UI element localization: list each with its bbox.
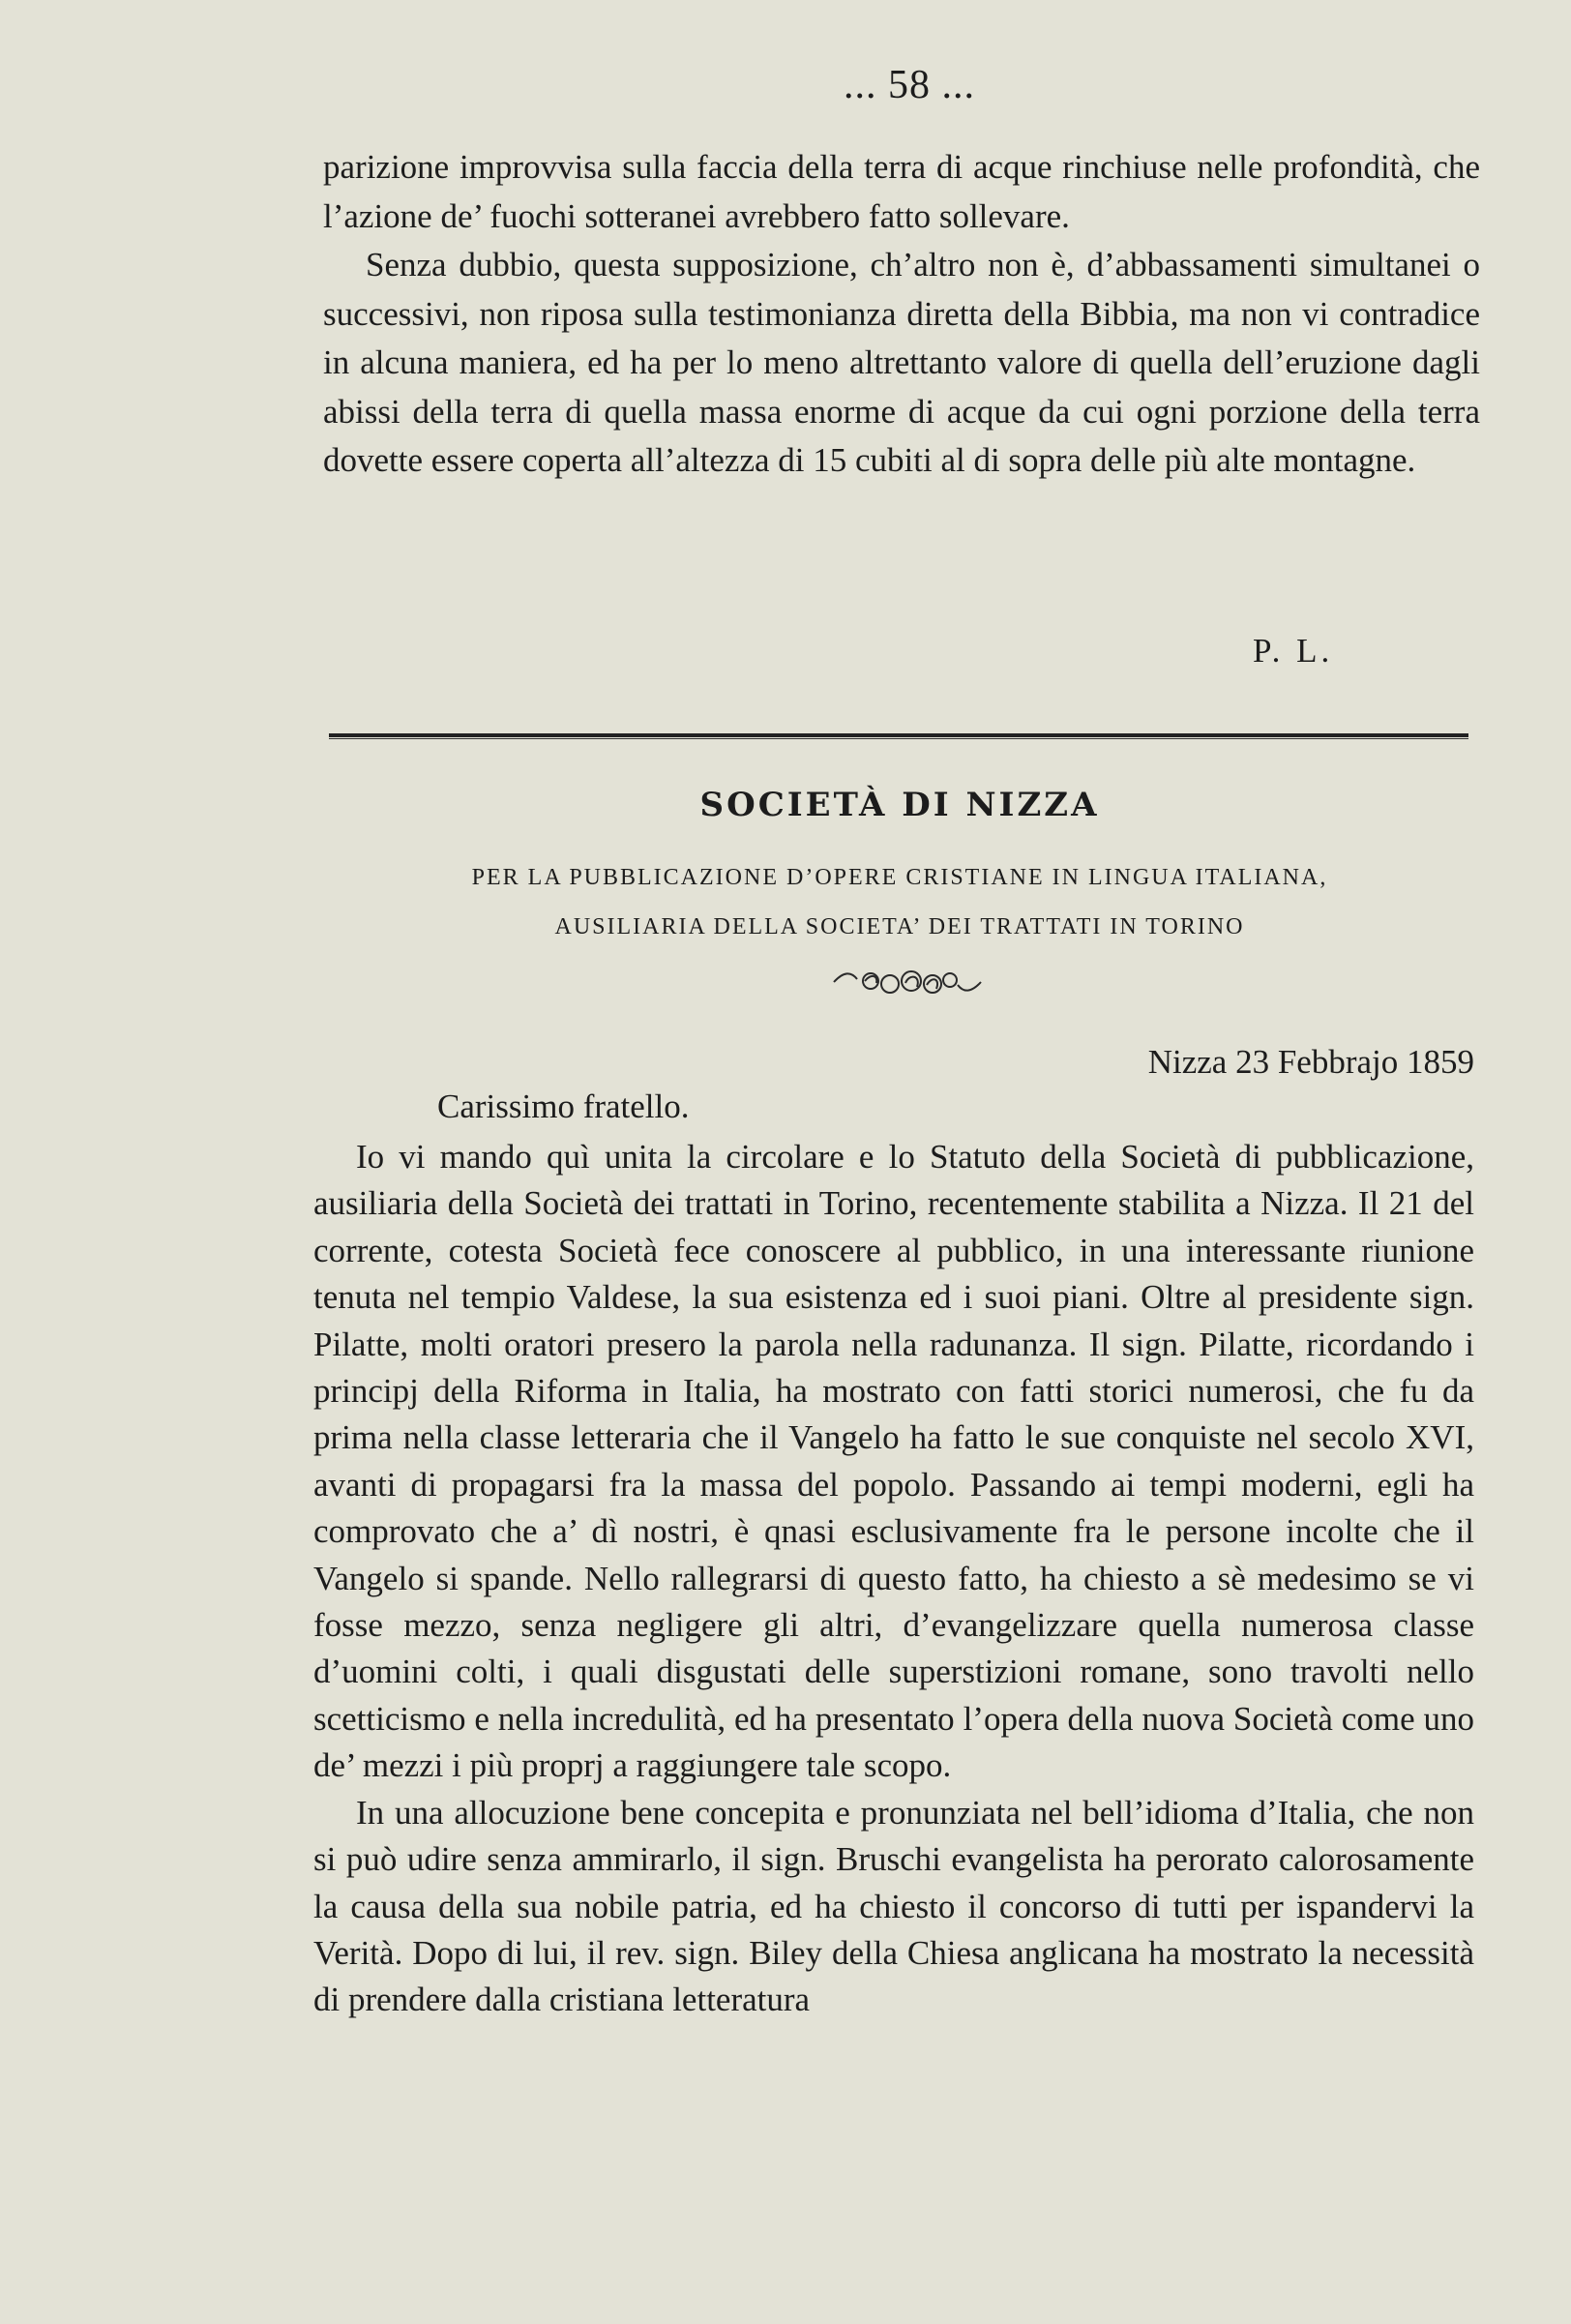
society-subtitle-line-1: PER LA PUBBLICAZIONE D’OPERE CRISTIANE IN LINGUA ITALIANA, <box>471 865 1328 890</box>
letter-date: Nizza 23 Febbrajo 1859 <box>1147 1043 1474 1081</box>
letter-paragraph-2: In una allocuzione bene concepita e pronunziata nel bell’idioma d’Italia, che non si può udire senza ammirarlo, il sign. Bruschi evangelista ha perorato calorosamente la causa della sua nobile patria, ed ha chiesto il concorso di tutti per ispandervi la Verità. Dopo di lui, il rev. sign. Biley della Chiesa anglicana ha mostrato la necessità di prendere dalla cristiana letteratura <box>313 1793 1474 2019</box>
section-divider-rule <box>329 733 1468 739</box>
paragraph-continuation: parizione improvvisa sulla faccia della terra di acque rinchiuse nelle profondità, che l’azione de’ fuochi sotteranei avrebbero fatto sollevare. <box>323 148 1480 235</box>
society-title: SOCIETÀ DI NIZZA <box>699 786 1100 824</box>
page-number: ... 58 ... <box>844 63 975 107</box>
society-subtitle-line-2: AUSILIARIA DELLA SOCIETA’ DEI TRATTATI IN TORINO <box>554 914 1245 939</box>
letter-salutation: Carissimo fratello. <box>437 1088 690 1125</box>
paragraph-supposition: Senza dubbio, questa supposizione, ch’altro non è, d’abbassamenti simultanei o successivi, non riposa sulla testimonianza diretta della Bibbia, ma non vi contradice in alcuna maniera, ed ha per lo meno altrettanto valore di quella dell’eruzione dagli abissi della terra di quella massa enorme di acque da cui ogni porzione della terra dovette essere coperta all’altezza di 15 cubiti al di sopra delle più alte montagne. <box>323 246 1480 479</box>
top-section-text <box>323 143 1480 486</box>
decorative-flourish-icon <box>830 966 985 998</box>
author-signature: P. L. <box>1253 632 1334 670</box>
letter-paragraph-1: Io vi mando quì unita la circolare e lo Statuto della Società di pubblicazione, ausiliaria della Società dei trattati in Torino, recentemente stabilita a Nizza. Il 21 del corrente, cotesta Società fece conoscere al pubblico, in una interessante riunione tenuta nel tempio Valdese, la sua esistenza ed i suoi piani. Oltre al presidente sign. Pilatte, molti oratori presero la parola nella radunanza. Il sign. Pilatte, ricordando i principj della Riforma in Italia, ha mostrato con fatti storici numerosi, che fu da prima nella classe letteraria che il Vangelo ha fatto le sue conquiste nel secolo XVI, avanti di propagarsi fra la massa del popolo. Passando ai tempi moderni, egli ha comprovato che a’ dì nostri, è qnasi esclusivamente fra le persone incolte che il Vangelo si spande. Nello rallegrarsi di questo fatto, ha chiesto a sè medesimo se vi fosse mezzo, senza negligere gli altri, d’evangelizzare quella numerosa classe d’uomini colti, i quali disgustati delle superstizioni romane, sono travolti nello scetticismo e nella incredulità, ed ha presentato l’opera della nuova Società come uno de’ mezzi i più proprj a raggiungere tale scopo. <box>313 1138 1474 1785</box>
letter-body <box>313 1134 1474 2024</box>
